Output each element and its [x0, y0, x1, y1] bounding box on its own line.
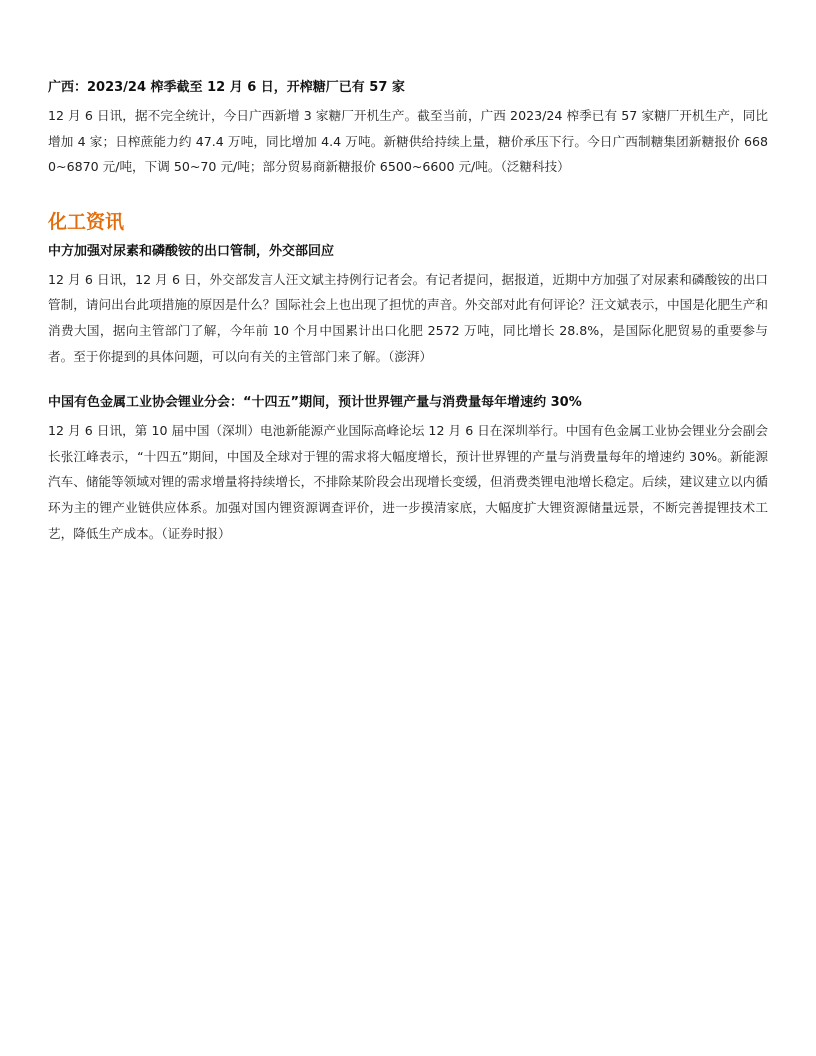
article-body: 12 月 6 日讯，据不完全统计，今日广西新增 3 家糖厂开机生产。截至当前，广西 2023/24 榨季已有 57 家糖厂开机生产，同比增加 4 家；日榨蔗能力约 47.4 万吨，同比增加 4.4 万吨。新糖供给持续上量，糖价承压下行。今日广西制糖集团新糖报价 6680~6870 元/吨，下调 50~70 元/吨；部分贸易商新糖报价 6500~6600 元/吨。（泛糖科技）: [48, 108, 768, 175]
article-title: 中方加强对尿素和磷酸铵的出口管制，外交部回应: [48, 243, 335, 259]
document-page: [48, 78, 768, 546]
article-body: 12 月 6 日讯，第 10 届中国（深圳）电池新能源产业国际高峰论坛 12 月 6 日在深圳举行。中国有色金属工业协会锂业分会副会长张江峰表示，“十四五”期间，中国及全球对于锂的需求将大幅度增长，预计世界锂的产量与消费量每年的增速约 30%。新能源汽车、储能等领域对锂的需求增量将持续增长，不排除某阶段会出现增长变缓，但消费类锂电池增长稳定。后续，建议建立以内循环为主的锂产业链供应体系。加强对国内锂资源调查评价，进一步摸清家底，大幅度扩大锂资源储量远景，不断完善提锂技术工艺，降低生产成本。（证券时报）: [48, 423, 768, 541]
article-title: 中国有色金属工业协会锂业分会：“十四五”期间，预计世界锂产量与消费量每年增速约 30%: [48, 395, 582, 411]
article-title: 广西：2023/24 榨季截至 12 月 6 日，开榨糖厂已有 57 家: [48, 80, 405, 95]
section-heading-chemical-news: 化工资讯: [48, 210, 125, 233]
article-spacer: [48, 369, 768, 393]
article-lithium-growth: [48, 393, 768, 546]
article-body: 12 月 6 日讯，12 月 6 日，外交部发言人汪文斌主持例行记者会。有记者提问，据报道，近期中方加强了对尿素和磷酸铵的出口管制，请问出台此项措施的原因是什么？国际社会上也出现了担忧的声音。外交部对此有何评论？汪文斌表示，中国是化肥生产和消费大国，据向主管部门了解，今年前 10 个月中国累计出口化肥 2572 万吨，同比增长 28.8%，是国际化肥贸易的重要参与者。至于你提到的具体问题，可以向有关的主管部门来了解。（澎湃）: [48, 271, 768, 364]
article-fertilizer-export-control: [48, 242, 768, 369]
article-guangxi-sugar: [48, 78, 768, 180]
